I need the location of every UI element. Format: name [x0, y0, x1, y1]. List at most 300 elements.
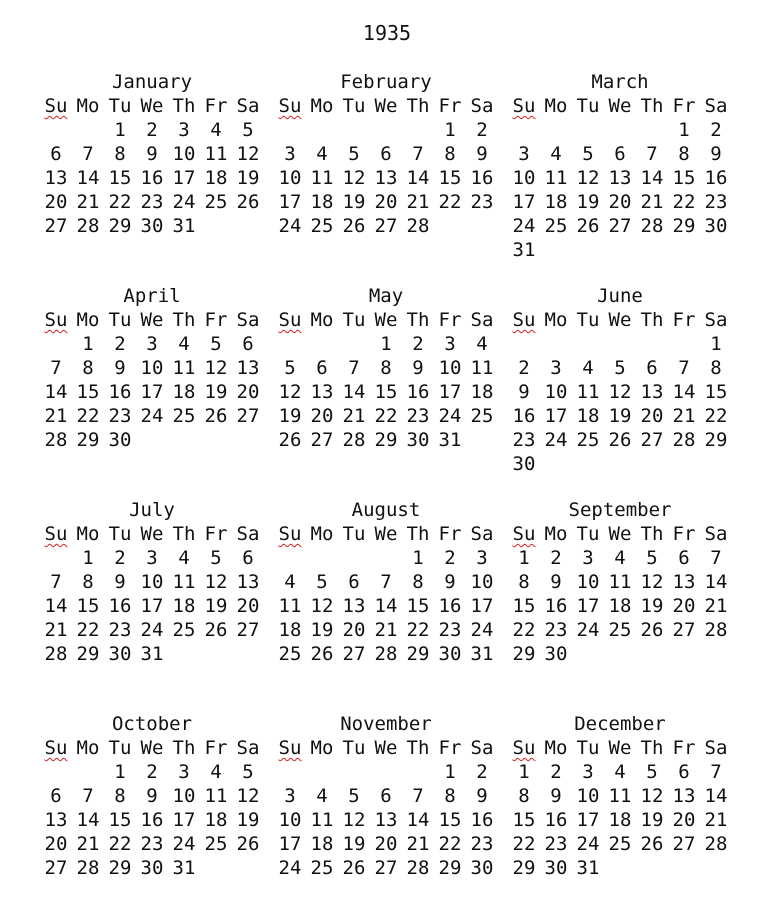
day-cell: 10	[172, 785, 196, 807]
week-row	[40, 118, 264, 142]
day-cell: 28	[406, 857, 430, 879]
week-row	[274, 784, 498, 808]
day-cell: 21	[374, 619, 398, 641]
empty-day-cell	[200, 214, 232, 238]
day-cell: 30	[406, 429, 430, 451]
day-cell: 27	[672, 833, 696, 855]
weekday-label: Fr	[438, 523, 462, 545]
day-cell: 22	[512, 619, 536, 641]
day-cell: 28	[672, 429, 696, 451]
day-cell: 25	[310, 857, 334, 879]
day-cell: 1	[380, 333, 392, 355]
weekday-label: Th	[640, 523, 664, 545]
day-cell: 10	[544, 381, 568, 403]
weekday-label: Fr	[204, 523, 228, 545]
empty-day-cell	[572, 118, 604, 142]
day-cell: 15	[704, 381, 728, 403]
week-row	[274, 142, 498, 166]
day-cell: 27	[608, 215, 632, 237]
day-cell: 2	[518, 357, 530, 379]
weekday-label: Th	[406, 309, 430, 331]
day-cell: 27	[236, 405, 260, 427]
day-cell: 26	[640, 619, 664, 641]
weekday-label: Su	[278, 309, 302, 331]
day-cell: 9	[550, 785, 562, 807]
day-cell: 8	[114, 143, 126, 165]
day-cell: 24	[470, 619, 494, 641]
month-name: January	[111, 71, 193, 93]
weekday-label: Mo	[544, 523, 568, 545]
day-cell: 9	[444, 571, 456, 593]
day-cell: 11	[172, 357, 196, 379]
day-cell: 5	[316, 571, 328, 593]
day-cell: 8	[518, 785, 530, 807]
weekday-label: Sa	[236, 523, 260, 545]
day-cell: 10	[576, 785, 600, 807]
day-cell: 25	[544, 215, 568, 237]
empty-day-cell	[40, 332, 72, 356]
day-cell: 13	[44, 809, 68, 831]
day-cell: 5	[210, 547, 222, 569]
weekday-label: Mo	[544, 737, 568, 759]
weekday-label: Tu	[576, 737, 600, 759]
day-cell: 1	[82, 547, 94, 569]
weekday-label: Fr	[672, 737, 696, 759]
empty-day-cell	[700, 452, 732, 476]
day-cell: 18	[172, 381, 196, 403]
day-cell: 26	[576, 215, 600, 237]
day-cell: 2	[444, 547, 456, 569]
day-cell: 8	[380, 357, 392, 379]
day-cell: 13	[236, 357, 260, 379]
day-cell: 3	[550, 357, 562, 379]
weekday-label: Th	[172, 737, 196, 759]
empty-day-cell	[338, 546, 370, 570]
day-cell: 25	[576, 429, 600, 451]
day-cell: 23	[438, 619, 462, 641]
week-row	[508, 570, 732, 594]
day-cell: 18	[310, 191, 334, 213]
day-cell: 10	[140, 357, 164, 379]
week-row	[274, 832, 498, 856]
day-cell: 29	[76, 643, 100, 665]
month-march	[508, 70, 732, 262]
day-cell: 21	[406, 833, 430, 855]
weekday-label: Fr	[204, 309, 228, 331]
day-cell: 25	[204, 191, 228, 213]
empty-day-cell	[338, 332, 370, 356]
day-cell: 11	[204, 143, 228, 165]
day-cell: 6	[678, 761, 690, 783]
week-row	[508, 594, 732, 618]
week-row	[508, 404, 732, 428]
day-cell: 22	[704, 405, 728, 427]
day-cell: 19	[342, 191, 366, 213]
month-name: November	[340, 713, 432, 735]
day-cell: 22	[672, 191, 696, 213]
day-cell: 20	[608, 191, 632, 213]
weekday-label: Su	[44, 737, 68, 759]
weekday-label: Tu	[108, 737, 132, 759]
weekday-label: We	[374, 737, 398, 759]
day-cell: 14	[76, 809, 100, 831]
day-cell: 22	[76, 619, 100, 641]
weekday-label: Fr	[204, 95, 228, 117]
day-cell: 24	[576, 619, 600, 641]
day-cell: 4	[614, 761, 626, 783]
day-cell: 25	[204, 833, 228, 855]
weekday-label: Th	[406, 95, 430, 117]
day-cell: 15	[108, 809, 132, 831]
weekday-label: Mo	[310, 309, 334, 331]
month-october	[40, 712, 264, 880]
day-cell: 23	[512, 429, 536, 451]
empty-day-cell	[540, 332, 572, 356]
day-cell: 23	[140, 191, 164, 213]
week-row	[274, 642, 498, 666]
day-cell: 7	[380, 571, 392, 593]
day-cell: 26	[204, 405, 228, 427]
weekday-header	[40, 308, 264, 332]
day-cell: 4	[316, 143, 328, 165]
day-cell: 18	[470, 381, 494, 403]
weekday-label: Sa	[704, 309, 728, 331]
month-june	[508, 284, 732, 476]
empty-day-cell	[306, 118, 338, 142]
day-cell: 13	[672, 571, 696, 593]
day-cell: 30	[544, 643, 568, 665]
weekday-label: We	[608, 737, 632, 759]
week-row	[274, 356, 498, 380]
day-cell: 7	[678, 357, 690, 379]
day-cell: 15	[374, 381, 398, 403]
day-cell: 1	[518, 547, 530, 569]
day-cell: 9	[518, 381, 530, 403]
day-cell: 6	[380, 785, 392, 807]
day-cell: 4	[178, 333, 190, 355]
weekday-label: Th	[172, 523, 196, 545]
weekday-label: Sa	[704, 523, 728, 545]
day-cell: 15	[512, 809, 536, 831]
week-row	[508, 784, 732, 808]
day-cell: 6	[242, 547, 254, 569]
day-cell: 21	[76, 191, 100, 213]
weekday-label: Su	[278, 95, 302, 117]
empty-day-cell	[466, 214, 498, 238]
day-cell: 16	[470, 167, 494, 189]
week-row	[40, 142, 264, 166]
day-cell: 28	[704, 833, 728, 855]
empty-day-cell	[402, 760, 434, 784]
day-cell: 6	[50, 143, 62, 165]
month-february	[274, 70, 498, 238]
day-cell: 5	[646, 761, 658, 783]
day-cell: 6	[50, 785, 62, 807]
day-cell: 26	[608, 429, 632, 451]
empty-day-cell	[572, 332, 604, 356]
empty-day-cell	[668, 238, 700, 262]
empty-day-cell	[700, 642, 732, 666]
day-cell: 19	[204, 381, 228, 403]
day-cell: 16	[108, 381, 132, 403]
day-cell: 18	[204, 809, 228, 831]
day-cell: 17	[140, 595, 164, 617]
weekday-label: Mo	[544, 309, 568, 331]
month-name: December	[574, 713, 666, 735]
day-cell: 10	[172, 143, 196, 165]
month-december	[508, 712, 732, 880]
day-cell: 9	[550, 571, 562, 593]
weekday-label: Su	[512, 95, 536, 117]
day-cell: 15	[672, 167, 696, 189]
day-cell: 9	[114, 571, 126, 593]
day-cell: 18	[204, 167, 228, 189]
week-row	[274, 760, 498, 784]
weekday-label: Sa	[470, 309, 494, 331]
day-cell: 14	[672, 381, 696, 403]
day-cell: 30	[438, 643, 462, 665]
day-cell: 11	[576, 381, 600, 403]
day-cell: 10	[278, 167, 302, 189]
week-row	[40, 380, 264, 404]
day-cell: 20	[672, 809, 696, 831]
day-cell: 9	[412, 357, 424, 379]
day-cell: 10	[438, 357, 462, 379]
month-name: March	[591, 71, 649, 93]
week-row	[40, 546, 264, 570]
weekday-label: Tu	[576, 309, 600, 331]
month-may	[274, 284, 498, 452]
week-row	[508, 190, 732, 214]
week-row	[508, 832, 732, 856]
day-cell: 28	[640, 215, 664, 237]
day-cell: 14	[342, 381, 366, 403]
week-row	[508, 356, 732, 380]
day-cell: 27	[672, 619, 696, 641]
weekday-label: Mo	[310, 523, 334, 545]
empty-day-cell	[668, 452, 700, 476]
day-cell: 3	[582, 547, 594, 569]
day-cell: 28	[406, 215, 430, 237]
day-cell: 22	[438, 833, 462, 855]
empty-day-cell	[338, 118, 370, 142]
empty-day-cell	[466, 428, 498, 452]
week-row	[508, 618, 732, 642]
day-cell: 18	[544, 191, 568, 213]
weekday-label: We	[374, 95, 398, 117]
weekday-header	[508, 308, 732, 332]
weekday-label: Sa	[470, 95, 494, 117]
week-row	[40, 428, 264, 452]
day-cell: 9	[476, 143, 488, 165]
day-cell: 24	[576, 833, 600, 855]
empty-day-cell	[370, 546, 402, 570]
day-cell: 31	[576, 857, 600, 879]
week-row	[40, 784, 264, 808]
day-cell: 27	[374, 215, 398, 237]
weekday-label: Mo	[76, 95, 100, 117]
day-cell: 12	[278, 381, 302, 403]
weekday-label: Tu	[108, 523, 132, 545]
day-cell: 29	[406, 643, 430, 665]
day-cell: 12	[204, 571, 228, 593]
empty-day-cell	[668, 642, 700, 666]
weekday-label: We	[608, 309, 632, 331]
day-cell: 29	[108, 215, 132, 237]
day-cell: 4	[210, 761, 222, 783]
day-cell: 15	[512, 595, 536, 617]
year-title: 1935	[362, 21, 412, 45]
day-cell: 7	[348, 357, 360, 379]
day-cell: 20	[236, 595, 260, 617]
weekday-label: Mo	[76, 309, 100, 331]
day-cell: 1	[82, 333, 94, 355]
day-cell: 12	[236, 785, 260, 807]
empty-day-cell	[200, 428, 232, 452]
day-cell: 16	[108, 595, 132, 617]
day-cell: 5	[646, 547, 658, 569]
weekday-label: Tu	[342, 95, 366, 117]
day-cell: 3	[476, 547, 488, 569]
day-cell: 17	[512, 191, 536, 213]
day-cell: 30	[140, 857, 164, 879]
month-september	[508, 498, 732, 666]
day-cell: 2	[476, 119, 488, 141]
empty-day-cell	[434, 214, 466, 238]
day-cell: 18	[172, 595, 196, 617]
day-cell: 28	[44, 429, 68, 451]
day-cell: 31	[512, 239, 536, 261]
day-cell: 20	[44, 833, 68, 855]
day-cell: 20	[672, 595, 696, 617]
week-row	[40, 332, 264, 356]
day-cell: 27	[374, 857, 398, 879]
day-cell: 19	[608, 405, 632, 427]
day-cell: 24	[544, 429, 568, 451]
weekday-header	[274, 736, 498, 760]
day-cell: 12	[576, 167, 600, 189]
day-cell: 29	[672, 215, 696, 237]
day-cell: 6	[242, 333, 254, 355]
day-cell: 16	[438, 595, 462, 617]
day-cell: 19	[576, 191, 600, 213]
week-row	[508, 142, 732, 166]
day-cell: 8	[114, 785, 126, 807]
day-cell: 7	[50, 571, 62, 593]
day-cell: 9	[146, 785, 158, 807]
day-cell: 24	[140, 619, 164, 641]
month-name: June	[597, 285, 643, 307]
weekday-label: We	[140, 309, 164, 331]
day-cell: 31	[470, 643, 494, 665]
week-row	[508, 118, 732, 142]
day-cell: 5	[242, 119, 254, 141]
day-cell: 12	[236, 143, 260, 165]
weekday-label: Mo	[310, 737, 334, 759]
day-cell: 14	[76, 167, 100, 189]
day-cell: 6	[380, 143, 392, 165]
day-cell: 16	[470, 809, 494, 831]
day-cell: 1	[412, 547, 424, 569]
day-cell: 18	[576, 405, 600, 427]
day-cell: 17	[140, 381, 164, 403]
day-cell: 8	[412, 571, 424, 593]
day-cell: 3	[146, 547, 158, 569]
day-cell: 21	[44, 619, 68, 641]
empty-day-cell	[572, 452, 604, 476]
weekday-label: Fr	[672, 523, 696, 545]
weekday-label: We	[374, 523, 398, 545]
day-cell: 2	[114, 547, 126, 569]
day-cell: 1	[444, 119, 456, 141]
week-row	[40, 404, 264, 428]
day-cell: 28	[704, 619, 728, 641]
day-cell: 25	[608, 833, 632, 855]
day-cell: 27	[236, 619, 260, 641]
day-cell: 27	[640, 429, 664, 451]
weekday-label: Fr	[438, 95, 462, 117]
day-cell: 31	[172, 857, 196, 879]
empty-day-cell	[636, 856, 668, 880]
week-row	[508, 808, 732, 832]
day-cell: 23	[544, 833, 568, 855]
weekday-label: Tu	[342, 309, 366, 331]
weekday-label: Tu	[108, 95, 132, 117]
day-cell: 13	[374, 809, 398, 831]
day-cell: 12	[342, 167, 366, 189]
day-cell: 29	[512, 857, 536, 879]
day-cell: 23	[108, 619, 132, 641]
month-name: August	[351, 499, 421, 521]
week-row	[508, 856, 732, 880]
day-cell: 17	[172, 167, 196, 189]
day-cell: 13	[640, 381, 664, 403]
weekday-label: We	[140, 95, 164, 117]
day-cell: 30	[512, 453, 536, 475]
empty-day-cell	[370, 760, 402, 784]
day-cell: 2	[114, 333, 126, 355]
day-cell: 22	[76, 405, 100, 427]
day-cell: 31	[172, 215, 196, 237]
week-row	[40, 618, 264, 642]
month-name: April	[123, 285, 181, 307]
day-cell: 12	[342, 809, 366, 831]
week-row	[274, 570, 498, 594]
day-cell: 29	[76, 429, 100, 451]
week-row	[274, 190, 498, 214]
day-cell: 19	[640, 595, 664, 617]
day-cell: 27	[44, 857, 68, 879]
day-cell: 4	[614, 547, 626, 569]
day-cell: 16	[704, 167, 728, 189]
day-cell: 26	[342, 215, 366, 237]
day-cell: 3	[518, 143, 530, 165]
day-cell: 21	[44, 405, 68, 427]
day-cell: 30	[140, 215, 164, 237]
day-cell: 26	[278, 429, 302, 451]
weekday-label: Su	[278, 523, 302, 545]
day-cell: 24	[278, 857, 302, 879]
weekday-header	[508, 736, 732, 760]
day-cell: 15	[76, 595, 100, 617]
weekday-label: Su	[278, 737, 302, 759]
day-cell: 6	[316, 357, 328, 379]
weekday-label: We	[374, 309, 398, 331]
day-cell: 15	[108, 167, 132, 189]
empty-day-cell	[668, 856, 700, 880]
day-cell: 25	[470, 405, 494, 427]
week-row	[508, 428, 732, 452]
